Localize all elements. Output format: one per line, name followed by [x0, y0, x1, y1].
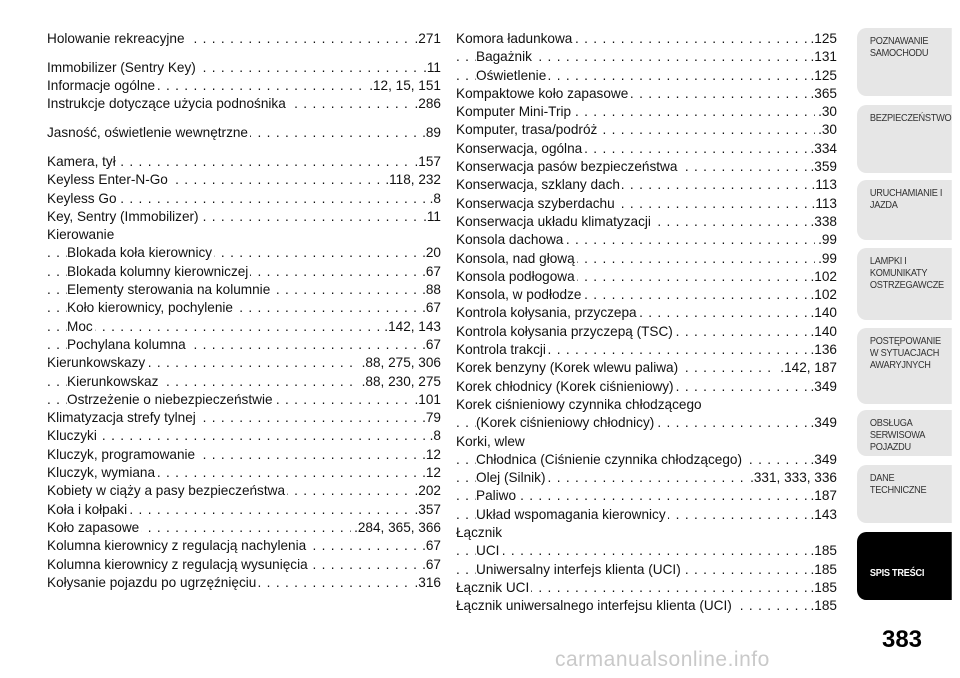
index-entry: [456, 396, 837, 414]
index-entry-page: .185: [808, 542, 837, 560]
index-entry-label: Konsola podłogowa: [456, 268, 575, 284]
index-entry-page: .113: [809, 176, 837, 194]
index-entry-label: Kompaktowe koło zapasowe: [456, 85, 629, 101]
index-entry: [456, 304, 837, 322]
index-entry: [47, 59, 441, 77]
index-entry-page: .125: [808, 67, 837, 85]
index-entry: [456, 286, 837, 304]
index-entry: [47, 427, 441, 445]
index-entry-page: .20: [419, 244, 441, 262]
index-entry: [47, 95, 441, 113]
index-entry: [456, 231, 837, 249]
index-entry-label: Kierunkowskaz: [67, 373, 159, 389]
index-entry-label: Koło kierownicy, pochylenie: [67, 300, 233, 316]
index-entry-page: .67: [419, 263, 441, 281]
index-entry: [47, 124, 441, 142]
index-entry-page: .357: [412, 501, 441, 519]
index-entry: [456, 176, 837, 194]
index-entry: [456, 579, 837, 597]
index-entry-label: Korek ciśnieniowy czynnika chłodzącego: [456, 396, 702, 412]
index-entry-label: Moc: [67, 318, 93, 334]
index-entry-label: Instrukcje dotyczące użycia podnośnika: [47, 96, 286, 112]
index-entry-label: Układ wspomagania kierownicy: [476, 506, 666, 522]
page-number: 383: [881, 626, 923, 653]
index-entry-page: .11: [420, 59, 441, 77]
index-entry: [47, 519, 441, 537]
index-entry-label: Konsola dachowa: [456, 232, 564, 248]
index-entry-label: Oświetlenie: [476, 67, 547, 83]
index-entry-label: Kolumna kierownicy z regulacją wysunięcia: [47, 556, 308, 572]
index-entry-label: Uniwersalny interfejs klienta (UCI): [476, 561, 681, 577]
index-entry-page: .136: [808, 341, 837, 359]
index-entry-page: .331, 333, 336: [747, 469, 837, 487]
index-entry: [456, 85, 837, 103]
index-entry: [456, 451, 837, 469]
index-entry: [456, 378, 837, 396]
index-entry: [456, 597, 837, 615]
index-entry-page: .349: [808, 451, 837, 469]
index-entry-label: Korek benzyny (Korek wlewu paliwa): [456, 360, 679, 376]
index-entry-label: Konsola, nad głową: [456, 250, 575, 266]
index-entry-label: Informacje ogólne: [47, 78, 156, 94]
index-entry: [47, 354, 441, 372]
index-entry-page: .99: [815, 231, 837, 249]
index-entry: [456, 30, 837, 48]
index-entry: [456, 561, 837, 579]
index-entry-label: Komputer Mini-Trip: [456, 104, 572, 120]
index-entry: [47, 409, 441, 427]
index-entry: [47, 263, 441, 281]
index-entry: [47, 336, 441, 354]
index-entry-page: .113: [809, 195, 837, 213]
index-entry-page: .67: [419, 299, 441, 317]
index-entry-label: Łącznik: [456, 525, 503, 541]
index-entry-label: Key, Sentry (Immobilizer): [47, 208, 199, 224]
index-entry: [456, 487, 837, 505]
index-entry-page: .349: [808, 378, 837, 396]
index-column-right: [456, 30, 837, 616]
index-entry: [456, 433, 837, 451]
index-entry-label: Klimatyzacja strefy tylnej: [47, 410, 196, 426]
index-entry: [456, 341, 837, 359]
index-entry: [47, 556, 441, 574]
index-entry-label: Komora ładunkowa: [456, 31, 573, 46]
index-entry-label: Łącznik UCI: [456, 579, 530, 595]
index-entry: [456, 542, 837, 560]
index-entry-page: .338: [808, 213, 837, 231]
index-entry: [456, 195, 837, 213]
index-entry-page: .365: [808, 85, 837, 103]
watermark: carmanualsonline.info: [555, 648, 770, 671]
index-entry-page: .185: [808, 597, 837, 615]
index-entry-page: .99: [815, 250, 837, 268]
chapter-tab[interactable]: POSTĘPOWANIE W SYTUACJACH AWARYJNYCH: [857, 328, 952, 404]
index-entry-page: .30: [815, 103, 837, 121]
index-entry: [47, 226, 441, 244]
index-entry-label: Holowanie rekreacyjne: [47, 31, 185, 46]
index-entry: [47, 464, 441, 482]
index-entry-page: .140: [808, 304, 837, 322]
index-entry: [47, 318, 441, 336]
index-entry-label: Konserwacja, ogólna: [456, 140, 583, 156]
index-entry-page: .142, 187: [777, 359, 837, 377]
index-entry: [47, 391, 441, 409]
index-entry-label: Kobiety w ciąży a pasy bezpieczeństwa: [47, 483, 286, 499]
index-entry-page: .12, 15, 151: [366, 77, 441, 95]
index-entry-label: Konsola, w podłodze: [456, 287, 582, 303]
index-entry-label: Kontrola kołysania przyczepą (TSC): [456, 323, 673, 339]
index-entry: [47, 208, 441, 226]
index-entry-label: Kołysanie pojazdu po ugrzęźnięciu: [47, 574, 257, 590]
index-entry-label: Elementy sterowania na kolumnie: [67, 282, 271, 298]
index-entry: [47, 190, 441, 208]
index-entry-page: .202: [412, 482, 441, 500]
index-entry-label: Koła i kołpaki: [47, 501, 128, 517]
chapter-tab[interactable]: SPIS TREŚCI: [857, 532, 952, 600]
index-entry-label: Kluczyk, programowanie: [47, 446, 196, 462]
index-entry-label: Kontrola kołysania, przyczepa: [456, 305, 637, 321]
index-entry: [47, 501, 441, 519]
index-entry-page: .334: [808, 140, 837, 158]
index-column-left: [47, 30, 441, 592]
index-entry-label: Olej (Silnik): [476, 470, 546, 486]
index-entry-label: Pochylana kolumna: [67, 336, 186, 352]
index-entry-page: .157: [412, 153, 441, 171]
index-entry-label: Kamera, tył: [47, 153, 116, 169]
index-entry-page: .8: [427, 427, 441, 445]
index-entry-label: Konserwacja układu klimatyzacji: [456, 213, 651, 229]
index-entry-page: .187: [808, 487, 837, 505]
index-entry-page: .102: [808, 286, 837, 304]
index-entry-label: Kluczyki: [47, 428, 97, 444]
index-entry: [456, 48, 837, 66]
index-entry-page: .125: [808, 30, 837, 48]
index-entry-page: .89: [419, 124, 441, 142]
index-entry-page: .88, 275, 306: [359, 354, 441, 372]
index-entry-page: .131: [808, 48, 837, 66]
index-entry: [47, 30, 441, 48]
index-entry-page: .185: [808, 561, 837, 579]
index-entry: [456, 524, 837, 542]
index-entry: [456, 67, 837, 85]
index-entry: [47, 537, 441, 555]
index-entry-label: Keyless Go: [47, 190, 117, 206]
index-entry-page: .316: [412, 574, 441, 592]
index-entry: [456, 121, 837, 139]
index-entry-page: .101: [412, 391, 441, 409]
index-entry-label: UCI: [476, 543, 500, 559]
index-entry: [456, 158, 837, 176]
index-entry-page: .67: [419, 537, 441, 555]
index-entry-label: Konserwacja pasów bezpieczeństwa: [456, 159, 678, 175]
index-entry-page: .185: [808, 579, 837, 597]
index-entry-page: .359: [808, 158, 837, 176]
index-entry: [47, 574, 441, 592]
index-entry-page: .349: [808, 414, 837, 432]
index-entry-label: Bagażnik: [476, 49, 532, 65]
index-entry: [456, 506, 837, 524]
chapter-tab[interactable]: OBSŁUGA SERWISOWA POJAZDU: [857, 410, 952, 456]
index-entry-label: Korki, wlew: [456, 433, 525, 449]
chapter-tab[interactable]: DANE TECHNICZNE: [857, 465, 952, 523]
index-entry: [456, 323, 837, 341]
chapter-tab[interactable]: POZNAWANIE SAMOCHODU: [857, 28, 952, 96]
index-entry: [47, 171, 441, 189]
index-entry-page: .271: [412, 30, 441, 48]
index-entry: [456, 213, 837, 231]
index-entry-label: Konserwacja szyberdachu: [456, 195, 615, 211]
index-entry-label: (Korek ciśnieniowy chłodnicy): [476, 415, 655, 431]
index-entry-page: .102: [808, 268, 837, 286]
index-entry-page: .286: [412, 95, 441, 113]
index-entry-page: .284, 365, 366: [351, 519, 441, 537]
index-entry-label: Komputer, trasa/podróż: [456, 122, 598, 138]
index-entry: [47, 77, 441, 95]
index-entry-page: .8: [427, 190, 441, 208]
index-entry-label: Ostrzeżenie o niebezpieczeństwie: [67, 391, 273, 407]
index-entry-label: Konserwacja, szklany dach: [456, 177, 620, 193]
index-entry-page: .12: [419, 446, 441, 464]
chapter-sidebar: [857, 0, 960, 678]
index-entry-label: Kolumna kierownicy z regulacją nachylenia: [47, 538, 307, 554]
index-entry-page: .88, 230, 275: [359, 373, 441, 391]
index-entry-label: Kluczyk, wymiana: [47, 465, 156, 481]
index-entry: [456, 414, 837, 432]
index-entry-page: .67: [419, 336, 441, 354]
index-entry-label: Blokada kolumny kierowniczej: [67, 263, 249, 279]
index-entry-label: Koło zapasowe: [47, 519, 140, 535]
index-entry: [47, 373, 441, 391]
index-entry-page: .142, 143: [381, 318, 441, 336]
index-entry-page: .11: [420, 208, 441, 226]
index-entry-page: .140: [808, 323, 837, 341]
index-entry-page: .88: [419, 281, 441, 299]
index-entry-page: .67: [419, 556, 441, 574]
index-entry-page: .118, 232: [382, 171, 441, 189]
chapter-tab[interactable]: BEZPIECZEŃSTWO: [857, 105, 952, 173]
index-entry-label: Paliwo: [476, 488, 517, 504]
index-entry: [47, 153, 441, 171]
index-entry-label: Jasność, oświetlenie wewnętrzne: [47, 125, 248, 141]
index-entry: [47, 244, 441, 262]
index-entry: [456, 250, 837, 268]
index-entry: [47, 281, 441, 299]
index-entry: [47, 299, 441, 317]
index-entry: [456, 268, 837, 286]
index-entry: [456, 103, 837, 121]
index-entry-page: .30: [815, 121, 837, 139]
index-entry-label: Blokada koła kierownicy: [67, 245, 213, 261]
index-entry: [47, 446, 441, 464]
index-entry-label: Kontrola trakcji: [456, 342, 546, 358]
chapter-tab[interactable]: LAMPKI I KOMUNIKATY OSTRZEGAWCZE: [857, 248, 952, 320]
index-entry-page: .79: [419, 409, 441, 427]
index-entry: [456, 469, 837, 487]
index-entry: [47, 482, 441, 500]
index-entry: [456, 359, 837, 377]
index-entry-page: .143: [808, 506, 837, 524]
index-entry-label: Keyless Enter-N-Go: [47, 172, 168, 188]
index-entry-label: Chłodnica (Ciśnienie czynnika chłodzącego): [476, 451, 742, 467]
index-entry-page: .12: [419, 464, 441, 482]
index-entry-label: Kierunkowskazy: [47, 355, 146, 371]
index-entry-label: Łącznik uniwersalnego interfejsu klienta (UCI): [456, 598, 732, 614]
index-entry-label: Immobilizer (Sentry Key): [47, 59, 196, 75]
index-entry: [456, 140, 837, 158]
index-entry-label: Kierowanie: [47, 227, 115, 243]
index-entry-label: Korek chłodnicy (Korek ciśnieniowy): [456, 378, 674, 394]
chapter-tab[interactable]: URUCHAMIANIE I JAZDA: [857, 180, 952, 240]
